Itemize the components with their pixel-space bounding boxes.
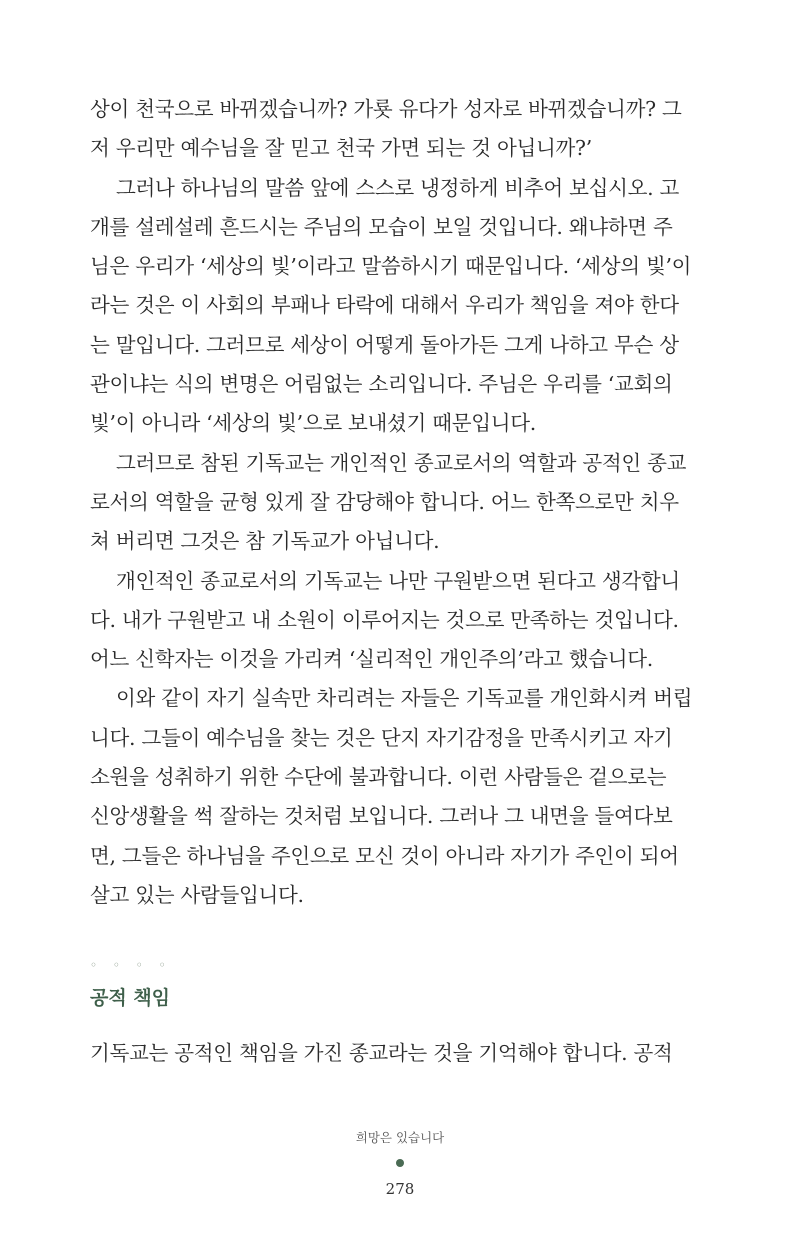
text-line: 로서의 역할을 균형 있게 잘 감당해야 합니다. 어느 한쪽으로만 치우 [90,489,679,514]
text-line: 쳐 버리면 그것은 참 기독교가 아닙니다. [90,529,440,554]
text-line: 빛’이 아니라 ‘세상의 빛’으로 보내셨기 때문입니다. [90,411,537,436]
text-line: 기독교는 공적인 책임을 가진 종교라는 것을 기억해야 합니다. 공적 [90,1041,673,1065]
text-line: 상이 천국으로 바뀌겠습니까? 가룟 유다가 성자로 바뀌겠습니까? 그 [90,97,682,121]
section-divider-dots: ◦ ◦ ◦ ◦ [90,958,172,972]
section-body-text [90,1034,680,1073]
text-line: 는 말입니다. 그러므로 세상이 어떻게 돌아가든 그게 나하고 무슨 상 [90,332,679,357]
text-line: 어느 신학자는 이것을 가리켜 ‘실리적인 개인주의’라고 했습니다. [90,647,654,672]
page-number: 278 [385,1180,415,1198]
text-line: 님은 우리가 ‘세상의 빛’이라고 말씀하시기 때문입니다. ‘세상의 빛’이 [90,254,692,279]
paragraph-first-line: 이와 같이 자기 실속만 차리려는 자들은 기독교를 개인화시켜 버립 [116,686,693,711]
text-line: 개를 설레설레 흔드시는 주님의 모습이 보일 것입니다. 왜냐하면 주 [90,214,673,239]
paragraph-first-line: 개인적인 종교로서의 기독교는 나만 구원받으면 된다고 생각합니 [116,568,680,593]
text-line: 관이냐는 식의 변명은 어림없는 소리입니다. 주님은 우리를 ‘교회의 [90,372,673,397]
text-line: 살고 있는 사람들입니다. [90,882,304,907]
text-line: 면, 그들은 하나님을 주인으로 모신 것이 아니라 자기가 주인이 되어 [90,843,679,868]
text-line: 라는 것은 이 사회의 부패나 타락에 대해서 우리가 책임을 져야 한다 [90,293,679,318]
paragraph-first-line: 그러므로 참된 기독교는 개인적인 종교로서의 역할과 공적인 종교 [116,450,687,475]
running-footer-title: 희망은 있습니다 [355,1130,445,1145]
section-heading: 공적 책임 [90,987,171,1009]
text-line: 소원을 성취하기 위한 수단에 불과합니다. 이런 사람들은 겉으로는 [90,765,667,790]
text-line: 저 우리만 예수님을 잘 믿고 천국 가면 되는 것 아닙니까?’ [90,136,592,161]
paragraph-first-line: 그러나 하나님의 말씀 앞에 스스로 냉정하게 비추어 보십시오. 고 [116,175,680,200]
body-text [90,90,693,915]
text-line: 신앙생활을 썩 잘하는 것처럼 보입니다. 그러나 그 내면을 들여다보 [90,804,673,829]
footer-dot-ornament [396,1159,404,1167]
text-line: 다. 내가 구원받고 내 소원이 이루어지는 것으로 만족하는 것입니다. [90,607,679,632]
text-line: 니다. 그들이 예수님을 찾는 것은 단지 자기감정을 만족시키고 자기 [90,725,673,750]
